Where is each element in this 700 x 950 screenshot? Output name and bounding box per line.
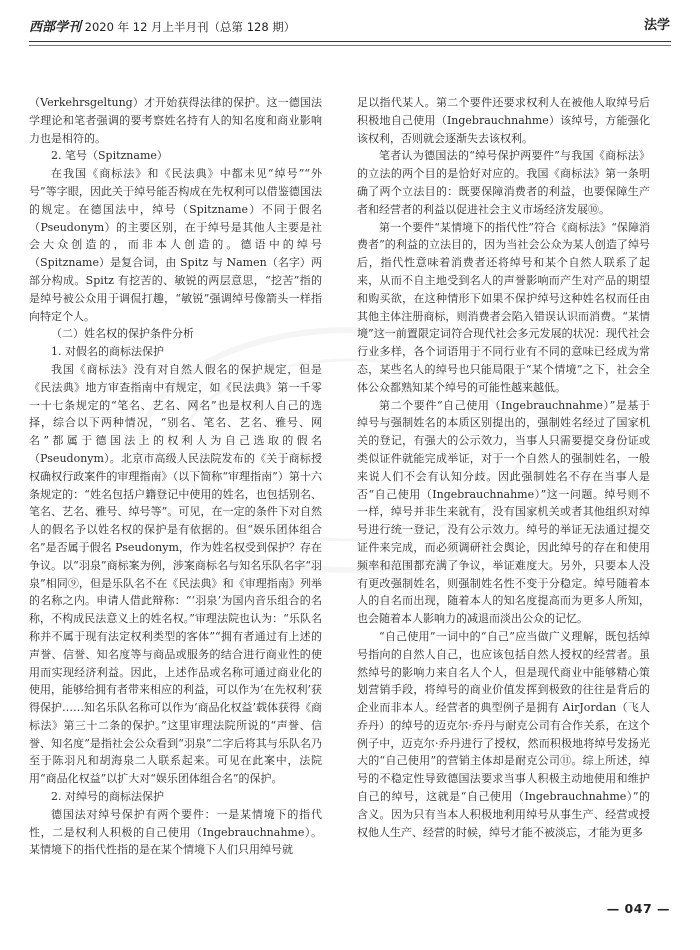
- paragraph: 足以指代某人。第二个要件还要求权利人在被他人取绰号后积极地自己使用（Ingebrauchnahme）该绰号，方能强化该权利，否则就会逐渐失去该权利。: [357, 96, 650, 145]
- subheading: （二）姓名权的保护条件分析: [51, 327, 194, 341]
- right-column: [357, 94, 650, 841]
- page-header: [0, 0, 700, 66]
- section-title: 法学: [643, 18, 670, 33]
- subheading: 2. 笔号（Spitzname）: [51, 149, 168, 163]
- header-rule: [29, 41, 671, 42]
- paragraph: 笔者认为德国法的“绰号保护两要件”与我国《商标法》的立法的两个目的是恰好对应的。我国《商标法》第一条明确了两个立法目的：既要保障消费者的利益，也要保障生产者和经营者的利益以促进社会主义市场经济发展⑩。: [357, 149, 650, 216]
- paragraph: 在我国《商标法》和《民法典》中都未见“绰号”“外号”等字眼，因此关于绰号能否构成在先权利可以借鉴德国法的规定。在德国法中，绰号（Spitzname）不同于假名（Pseudonym）的主要区别，在于绰号是其他人主要是社会大众创造的，而非本人创造的。德语中的绰号（Spitzname）是复合词，由 Spitz 与 Namen（名字）两部分构成。Spitz 有挖苦的、敏锐的两层意思，“挖苦”指的是绰号被公众用于调侃打趣，“敏锐”强调绰号像箭头一样指向特定个人。: [29, 167, 322, 323]
- paragraph: 德国法对绰号保护有两个要件：一是某情境下的指代性，二是权利人积极的自己使用（Ingebrauchnahme）。某情境下的指代性指的是在某个情境下人们只用绰号就: [29, 807, 322, 857]
- paragraph: 第一个要件“某情境下的指代性”符合《商标法》“保障消费者”的利益的立法目的，因为当社会公众为某人创造了绰号后，指代性意味着消费者还将绰号和某个自然人联系了起来，从而不自主地受到名人的声誉影响而产生对产品的期望和购买欲，在这种情形下如果不保护绰号这种姓名权而任由其他主体注册商标，则消费者会陷入错误认识而消费。“某情境”这一前置限定词符合现代社会多元发展的状况：现代社会行业多样，各个词语用于不同行业有不同的意味已经成为常态，某些名人的绰号也只能局限于“某个情境”之下，社会全体公众都熟知某个绰号的可能性越来越低。: [357, 220, 650, 394]
- paragraph: 我国《商标法》没有对自然人假名的保护规定，但是《民法典》地方审查指南中有规定，如《民法典》第一千零一十七条规定的“笔名、艺名、网名”也是权利人自己的选择，综合以下两种情况，“别名、笔名、艺名、雅号、网名”都属于德国法上的权利人为自己选取的假名（Pseudonym）。北京市高级人民法院发布的《关于商标授权确权行政案件的审理指南》（以下简称“审理指南”）第十六条规定的：“姓名包括户籍登记中使用的姓名，也包括别名、笔名、艺名、雅号、绰号等”。可见，在一定的条件下对自然人的假名予以姓名权的保护是有依据的。但“娱乐团体组合名”是否属于假名 Pseudonym，作为姓名权受到保护？存在争议。以“羽泉”商标案为例，涉案商标名与知名乐队名字“羽泉”相同⑨，但是乐队名不在《民法典》和《审理指南》列举的名称之内。申请人借此辩称：“‘羽泉’为国内音乐组合的名称，不构成民法意义上的姓名权。”审理法院也认为：“乐队名称并不属于现有法定权利类型的客体”“拥有者通过有上述的声誉、信誉、知名度等与商品或服务的结合进行商业性的使用而实现经济利益。因此，上述作品或名称可通过商业化的使用，能够给拥有者带来相应的利益，可以作为‘在先权利’获得保护……知名乐队名称可以作为‘商品化权益’载体获得《商标法》第三十二条的保护。”这里审理法院所说的“声誉、信誉、知名度”是指社会公众看到“羽泉”二字后将其与乐队名乃至于陈羽凡和胡海泉二人联系起来。可见在此案中，法院用“商品化权益”以扩大对“娱乐团体组合名”的保护。: [29, 362, 322, 786]
- journal-issue: 2020 年 12 月上半月刊（总第 128 期）: [84, 20, 296, 34]
- subheading: 2. 对绰号的商标法保护: [51, 790, 164, 804]
- paragraph: “自己使用”一词中的“自己”应当做广义理解，既包括绰号指向的自然人自己，也应该包括自然人授权的经营者。虽然绰号的影响力来自名人个人，但是现代商业中能够精心策划营销手段，将绰号的商业价值发挥到极致的往往是背后的企业而非本人。经营者的典型例子是拥有 AirJordan（飞人乔丹）的绰号的迈克尔·乔丹与耐克公司有合作关系，在这个例子中，迈克尔·乔丹进行了授权，然而积极地将绰号发扬光大的“自己使用”的营销主体却是耐克公司⑪。综上所述，绰号的不稳定性导致德国法要求当事人积极主动地使用和维护自己的绰号，这就是“自己使用（Ingebrauchnahme）”的含义。因为只有当本人积极地利用绰号从事生产、经营或授权他人生产、经营的时候，绰号才能不被淡忘，才能为更多: [357, 629, 650, 839]
- left-column: [29, 94, 322, 859]
- journal-title: [29, 16, 295, 35]
- header-rule-thin: [29, 45, 671, 46]
- paragraph: （Verkehrsgeltung）才开始获得法律的保护。这一德国法学理论和笔者强调的要考察姓名持有人的知名度和商业影响力也是相符的。: [29, 96, 322, 145]
- page-number: — 047 —: [606, 901, 670, 916]
- paragraph: 第二个要件“自己使用（Ingebrauchnahme）”是基于绰号与强制姓名的本质区别提出的，强制姓名经过了国家机关的登记，有强大的公示效力，当事人只需要提交身份证或类似证件就能完成举证，对于一个自然人的强制姓名，一般来说人们不会有认知分歧。因此强制姓名不存在当事人是否“自己使用（Ingebrauchnahme）”这一问题。绰号则不一样，绰号并非生来就有，没有国家机关或者其他组织对绰号进行统一登记，没有公示效力。绰号的举证无法通过提交证件来完成，而必须调研社会舆论，因此绰号的存在和使用频率和范围都充满了争议，举证难度大。另外，只要本人没有更改强制姓名，则强制姓名性不变于分稳定。绰号随着本人的自名而出现，随着本人的知名度提高而为更多人所知，也会随着本人影响力的减退而淡出公众的记忆。: [357, 398, 650, 626]
- journal-logo: 西部学刊: [29, 20, 82, 35]
- subheading: 1. 对假名的商标法保护: [51, 345, 164, 359]
